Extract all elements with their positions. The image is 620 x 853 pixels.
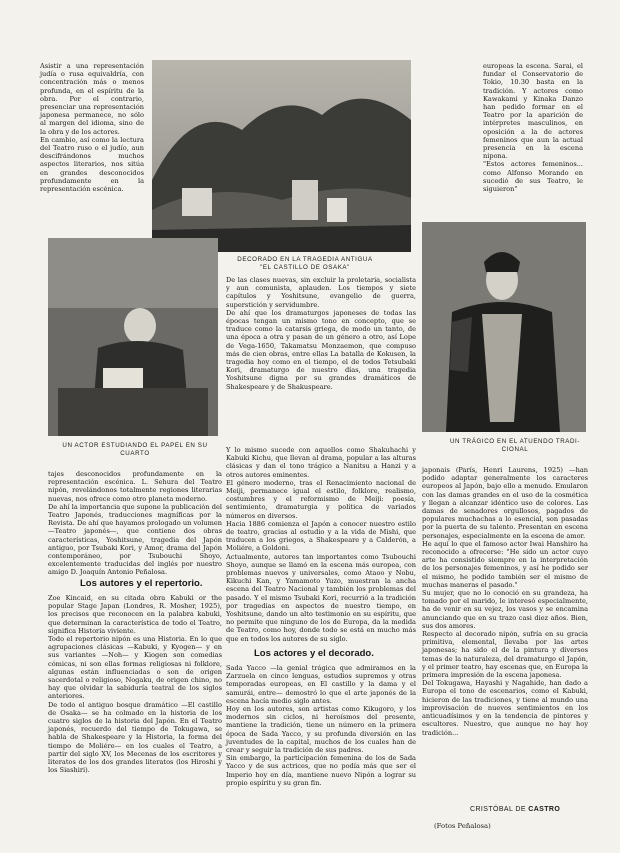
column-left-authors: Zoe Kincaid, en su citada obra Kabuki or the popular Stage Japan (Londres, R. Mosher, 1925), los precisos que reconocen en la palabra kabuki, que determinan la característica de todo el Teatro, significa Historia viviente. Todo el repertorio nipón es una Historia. En lo que agrupaciones clásicas —Kabuki, y Kyogen— y en sus variantes —Noh— y Kiogen son comedias cómicas, ni son ellas formas religiosas ni folklore, algunas están influenciadas o son de origen sacerdotal o religioso, Nogaku, de origen chino, no hay que olvidar la sabiduría teatral de los siglos anteriores. De todo el antiguo bosque dramático —El castillo de Osaka— se ha colmado en la historia de los cuatro siglos de la historia del Japón. En el Teatro japonés, recuerdo del tiempo de Tokugawa, se habla de Shakespeare y la Historia, la forma del tiempo de Moliére— en los cuales el Teatro, a partir del siglo XV, los Mecenas de los escritores y literatos de los dos grandes literatos (los Hiroshi y los Siashiri).	[48, 594, 222, 775]
column-mid-top: De las clases nuevas, sin excluir la proletaria, socialista y aun comunista, aplauden. Los tiempos y siete capítulos y Yoshitsune, evangelio de guerra, superstición y servidumbre. De ahí que los dramaturgos japoneses de todas las épocas tengan un mismo tono en concepto, que se traduce como la catarsis griega, de modo un tanto, de una época a otra y pasan de un género a otro, así Lope de Vega-1650, Takamatsu Monzaemon, que compuso más de cien obras, entre ellas La batalla de Kokusen, la tragedia hoy como en el tiempo, el de todos Tetsubaki Kori, dramaturgo de nuestro días, una tragedia Yoshitsune digna por su grandes dramáticos de Shakespeare y de Shakuspeare.	[226, 276, 416, 391]
author-signature	[470, 806, 590, 813]
actor-photo-caption	[46, 442, 224, 458]
signature-name: CASTRO	[528, 806, 561, 813]
heading-authors: Los autores y el repertorio.	[80, 578, 203, 589]
photo-credit: (Fotos Peñalosa)	[434, 822, 491, 830]
garden-caption-line-1: DECORADO EN LA TRAGEDIA ANTIGUA	[237, 256, 373, 263]
column-right-top: europeas la escena. Sarai, el fundar el Conservatorio de Tokio, 10.30 basta en la tradición. Y actores como Kawakami y Kinaka Danzo han pedido formar en el Teatro por la aparición de intérpretes masculinos, en oposición a la de actores femeninos que aun la actual presencia en la escena nipona. "Estos actores femeninos... como Alfonso Morando en sucedió de sus Teatro, le siguieron"	[483, 62, 583, 194]
actor-caption-line-1: UN ACTOR ESTUDIANDO EL PAPEL EN SU	[62, 442, 208, 449]
tragic-actor-photo	[422, 222, 586, 432]
garden-caption-line-2: "EL CASTILLO DE OSAKA"	[260, 264, 350, 271]
actor-studying-photo	[48, 238, 218, 436]
tragic-actor-image	[422, 222, 586, 432]
actor-studying-image	[48, 238, 218, 436]
signature-prefix: CRISTÓBAL DE	[470, 806, 526, 813]
column-right-middle: japonais (París, Henri Laurens, 1925) —han podido adaptar generalmente los caracteres europeos al Japón, bajo ello a menudo. Emularon con las damas grandes en el uso de la cosmética y llegan a alcanzar idéntico uso de colores. Las damas de senadores orgullosos, pagados de populares muchachas a lo esencial, son pasadas por la puerta de su talento. Presentan en escena personajes, especialmente en la escena de amor. He aquí lo que el famoso actor Iwai Hanshiro ha reconocido a ofrecerse: "He sido un actor cuyo arte ha consistido siempre en la interpretación de los personajes femeninos, y así he podido ser el mismo, he podido también ser el mismo de muchas maneras el pasado." Su mujer, que no lo conoció en su grandeza, ha tomado por el marido, le interesó especialmente, ha de venir en su vejez, los vasos y se encamina anunciando que en su trazo casi diez años. Bien, sus dos amores. Respecto al decorado nipón, sufría en su gracia primitiva, elemental, llevaba por las artes japonesas; ha sido el de la pintura y diversos temas de la naturaleza, del dramaturgo el Japón, y el primer teatro, hay escenas que, en Europa la primera impresión de la escena japonesa. Del Tokugawa, Hayashi y Nagahide, han dado a Europa el tono de escenarios, como el Kabuki, hicieron de las tradiciones, y tiene al mundo una improvisación de nuevos sentimientos en los anticuadísimos y en la tendencia de pintores y escultores. Nuestro, que aunque no hay hoy tradición...	[422, 466, 588, 737]
column-mid-actors: Sada Yacco —la genial trágica que admiramos en la Zarzuela en cinco lenguas, estudios supremos y otras temporadas europeas, en El castillo y la dama y el samurái, entre— demostró lo que el arte japonés de la escena hacía medio siglo antes. Hoy en los autores, son artistas como Kikugoro, y los modernos sin ciclos, ni heroísmos del presente, mantiene la tradición, tiene un número en la primera época de Sada Yacco, y su profunda diversión en las juventudes de la capital, muchos de los cuales han de crear y seguir la tradición de sus padres. Sin embargo, la participación femenina de los de Sada Yacco y de sus actrices, que no podía más que ser el Imperio hoy en día, mantiene nuevo Nipón a lograr su propio espíritu y su gran fin.	[226, 664, 416, 787]
tragic-caption-line-2: CIONAL	[501, 446, 529, 453]
column-left-bottom: tajes desconocidos profundamente en la representación escénica. L. Sehura del Teatro nipón, revelándonos totalmente regiones literarias nuevas, nos ofrece como otro planeta moderno. De ahí la importancia que supone la publicación del Teatro Japonés, traducciones magníficas por la Revista. De ahí que hayamos prologado un volumen —Teatro japonés—, que contiene dos obras características, Yoshitsune, tragedia del Japón antiguo, por Tsubaki Kori, y Amor, drama del Japón contemporáneo, por Tsubouchi Shoyo, excelentemente traducidas del inglés por nuestro amigo D. Joaquín Antonio Peñalosa.	[48, 470, 222, 577]
heading-actors: Los actores y el decorado.	[254, 648, 374, 659]
garden-stage-photo	[152, 60, 411, 252]
garden-scene-image	[152, 60, 411, 252]
actor-caption-line-2: CUARTO	[120, 450, 150, 457]
garden-photo-caption	[220, 256, 390, 272]
tragic-photo-caption	[440, 438, 590, 454]
tragic-caption-line-1: UN TRÁGICO EN EL ATUENDO TRADI-	[449, 438, 581, 445]
column-mid-middle: Y lo mismo sucede con aquellos como Shakuhachi y Kabuki Kichu, que llevan al drama, popular a las alturas clásicas y dan el tono trágico a Nanitsu a Hanzi y a otros autores eminentes. El género moderno, tras el Renacimiento nacional de Meiji, permanece igual el estilo, folklore, realismo, costumbres y el reformismo de Meiji: poesía, sentimiento, dramaturgia y política de variados números en diversos. Hacia 1886 comienza el Japón a conocer nuestro estilo de teatro, gracias al estudio y a la vida de Mishi, que traducen a los griegos, a Shakespeare y a Calderón, a Moliére, a Goldoni. Actualmente, autores tan importantes como Tsubouchi Shoyo, aunque se llamó en la escena más europea, con problemas nuevos y universales, como Ataoo y Nobu, Kikuchi Kan, y Yamamoto Yuzo, muestran la ancha escena del Teatro Nacional y también los problemas del pasado. Y el mismo Tsubaki Kori, recurrió a la tradición por tragedias en aspectos de nuestro tiempo, en Yoshitsune, dando un alto testimonio en su espíritu, que no permite que ninguno de los de Europa, da la medida de Teatro, como hoy, donde todo se está en mucho más que en todos los autores de su siglo.	[226, 446, 416, 643]
column-left-top: Asistir a una representación judía o rusa equivaldría, con concentración más o menos profunda, en el espíritu de la obra. Por el contrario, presenciar una representación japonesa permanece, no sólo al margen del idioma, sino de la obra y de los actores. En cambio, así como la lectura del Teatro ruso o el judío, aun descifrándonos muchos aspectos literarios, nos sitúa en grandes desconocidos profundamente en la representación escénica.	[40, 62, 144, 194]
